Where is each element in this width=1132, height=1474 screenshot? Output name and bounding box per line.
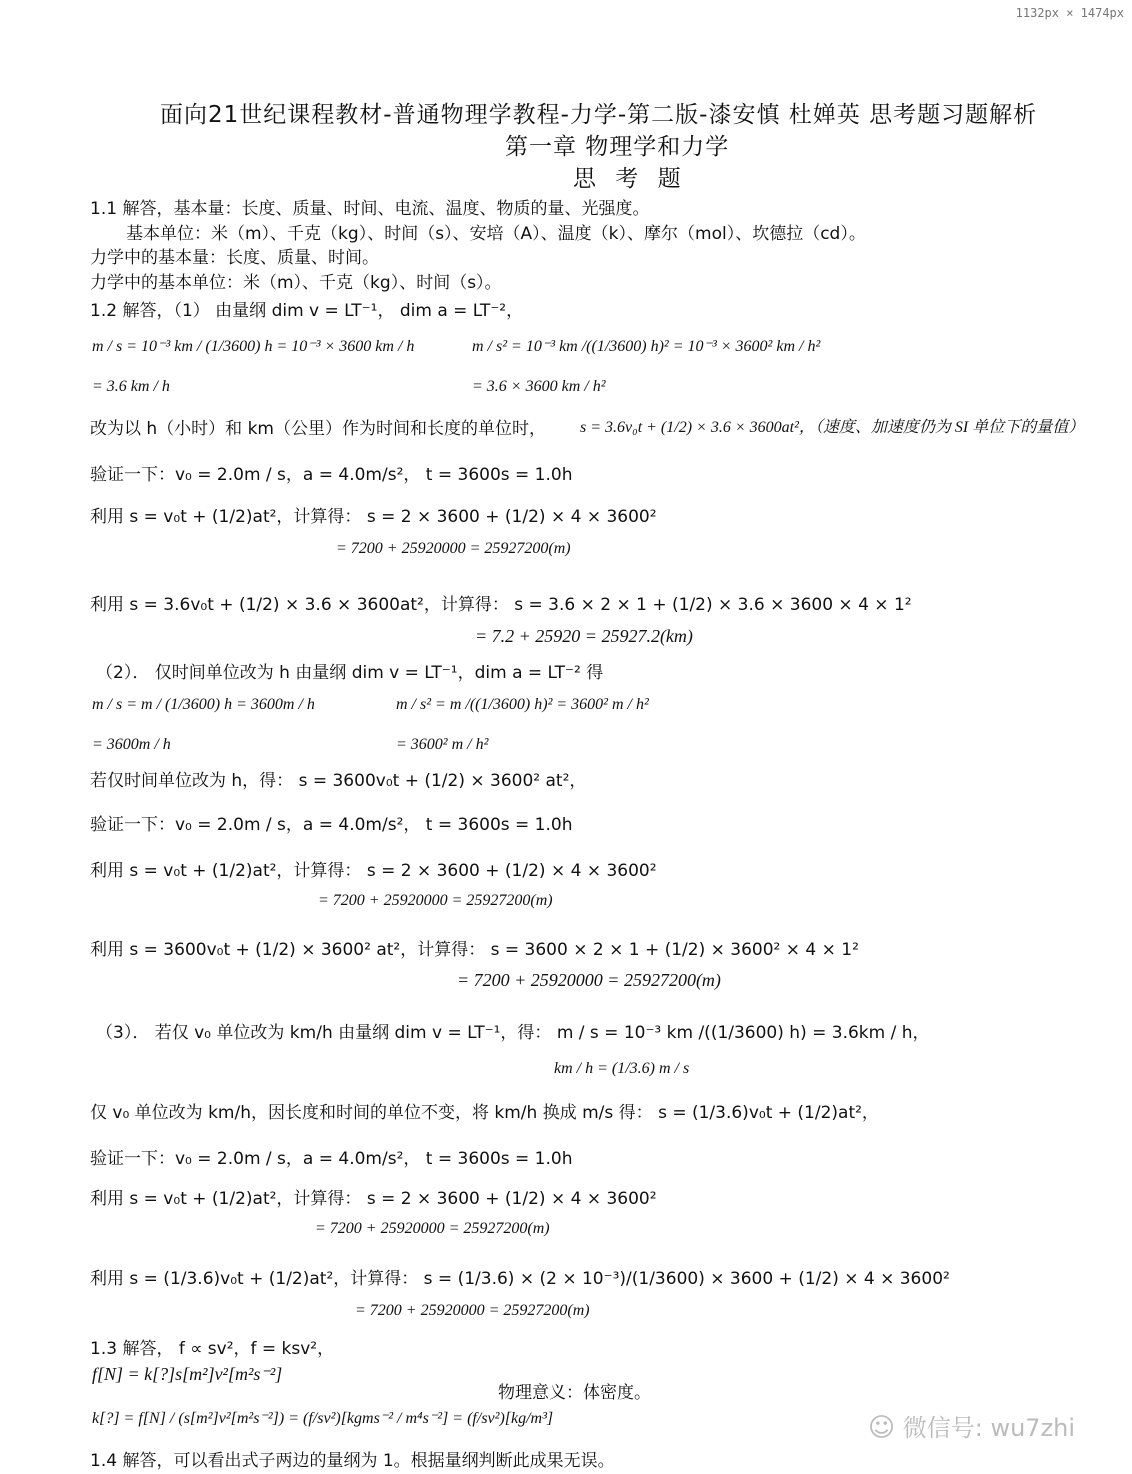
part-3-intro: （3）． 若仅 v₀ 单位改为 km/h 由量纲 dim v = LT⁻¹，得： m / s = 10⁻³ km /((1/3600) h) = 3.6km / h， <box>96 1023 930 1043</box>
calc-2b: 利用 s = 3600v₀t + (1/2) × 3600² at²，计算得： s = 3600 × 2 × 1 + (1/2) × 3600² × 4 × 1² <box>90 940 859 960</box>
dimension-eq: f[N] = k[?]s[m²]v²[m²s⁻²] <box>92 1364 283 1384</box>
velocity-result: = 3.6 km / h <box>92 378 170 395</box>
calc-1b-result: = 7.2 + 25920 = 25927.2(km) <box>475 626 693 646</box>
wechat-icon: ☺ <box>868 1413 896 1443</box>
calc-1b: 利用 s = 3.6v₀t + (1/2) × 3.6 × 3600at²，计算得： s = 3.6 × 2 × 1 + (1/2) × 3.6 × 3600 × 4 × 1² <box>90 595 912 615</box>
answer-1-1: 1.1 解答，基本量：长度、质量、时间、电流、温度、物质的量、光强度。 <box>90 199 650 219</box>
base-units: 基本单位：米（m）、千克（kg）、时间（s）、安培（A）、温度（k）、摩尔（mol）、坎德拉（cd）。 <box>126 224 866 244</box>
calc-3b-result: = 7200 + 25920000 = 25927200(m) <box>355 1302 590 1319</box>
unit-change-text: 改为以 h（小时）和 km（公里）作为时间和长度的单位时， <box>90 419 546 439</box>
physical-meaning: 物理意义：体密度。 <box>498 1383 651 1403</box>
section-title: 思 考 题 <box>573 166 687 192</box>
calc-1a: 利用 s = v₀t + (1/2)at²，计算得： s = 2 × 3600 + (1/2) × 4 × 3600² <box>90 507 657 527</box>
conversion-velocity: m / s = 10⁻³ km / (1/3600) h = 10⁻³ × 3600 km / h <box>92 338 415 355</box>
mech-base-units: 力学中的基本单位：米（m）、千克（kg）、时间（s）。 <box>90 273 502 293</box>
page-title: 面向21世纪课程教材-普通物理学教程-力学-第二版-漆安慎 杜婵英 思考题习题解析 <box>160 102 1038 128</box>
part-2-velocity: m / s = m / (1/3600) h = 3600m / h <box>92 696 315 713</box>
verify-1: 验证一下：v₀ = 2.0m / s，a = 4.0m/s²， t = 3600s = 1.0h <box>90 465 573 485</box>
part-2-velocity-result: = 3600m / h <box>92 736 171 753</box>
calc-3a-result: = 7200 + 25920000 = 25927200(m) <box>315 1220 550 1237</box>
watermark <box>868 1408 1075 1443</box>
calc-3a: 利用 s = v₀t + (1/2)at²，计算得： s = 2 × 3600 + (1/2) × 4 × 3600² <box>90 1189 657 1209</box>
calc-3b: 利用 s = (1/3.6)v₀t + (1/2)at²，计算得： s = (1/3.6) × (2 × 10⁻³)/(1/3600) × 3600 + (1/2) × 4 × 3600² <box>90 1269 950 1289</box>
part-2-formula: 若仅时间单位改为 h，得： s = 3600v₀t + (1/2) × 3600² at²， <box>90 771 587 791</box>
conversion-acceleration: m / s² = 10⁻³ km /((1/3600) h)² = 10⁻³ × 3600² km / h² <box>472 338 821 355</box>
verify-2: 验证一下：v₀ = 2.0m / s，a = 4.0m/s²， t = 3600s = 1.0h <box>90 815 573 835</box>
answer-1-2-intro: 1.2 解答，（1） 由量纲 dim v = LT⁻¹， dim a = LT⁻²， <box>90 301 524 321</box>
part-3-kmh: km / h = (1/3.6) m / s <box>554 1060 690 1077</box>
k-dimension: k[?] = f[N] / (s[m²]v²[m²s⁻²]) = (f/sv²)[kgms⁻² / m⁴s⁻²] = (f/sv²)[kg/m³] <box>92 1410 554 1427</box>
part-2-acceleration-result: = 3600² m / h² <box>396 736 489 753</box>
calc-2b-result: = 7200 + 25920000 = 25927200(m) <box>457 970 721 990</box>
calc-1a-result: = 7200 + 25920000 = 25927200(m) <box>336 540 571 557</box>
verify-3: 验证一下：v₀ = 2.0m / s，a = 4.0m/s²， t = 3600s = 1.0h <box>90 1149 573 1169</box>
mech-base-quantities: 力学中的基本量：长度、质量、时间。 <box>90 248 379 268</box>
unit-change-formula: s = 3.6v₀t + (1/2) × 3.6 × 3600at²，（速度、加速度仍为 SI 单位下的量值） <box>580 419 1085 436</box>
acceleration-result: = 3.6 × 3600 km / h² <box>472 378 606 395</box>
part-2-acceleration: m / s² = m /((1/3600) h)² = 3600² m / h² <box>396 696 649 713</box>
answer-1-3: 1.3 解答， f ∝ sv²，f = ksv²， <box>90 1339 335 1359</box>
watermark-text: 微信号: wu7zhi <box>902 1414 1076 1442</box>
calc-2a-result: = 7200 + 25920000 = 25927200(m) <box>318 892 553 909</box>
part-2-intro: （2）． 仅时间单位改为 h 由量纲 dim v = LT⁻¹，dim a = LT⁻² 得 <box>96 663 604 683</box>
part-3-formula: 仅 v₀ 单位改为 km/h，因长度和时间的单位不变，将 km/h 换成 m/s 得： s = (1/3.6)v₀t + (1/2)at²， <box>90 1103 879 1123</box>
chapter-title: 第一章 物理学和力学 <box>505 134 730 160</box>
answer-1-4: 1.4 解答，可以看出式子两边的量纲为 1。根据量纲判断此成果无误。 <box>90 1451 615 1471</box>
calc-2a: 利用 s = v₀t + (1/2)at²，计算得： s = 2 × 3600 + (1/2) × 4 × 3600² <box>90 861 657 881</box>
page-size-label: 1132px × 1474px <box>1015 6 1124 20</box>
